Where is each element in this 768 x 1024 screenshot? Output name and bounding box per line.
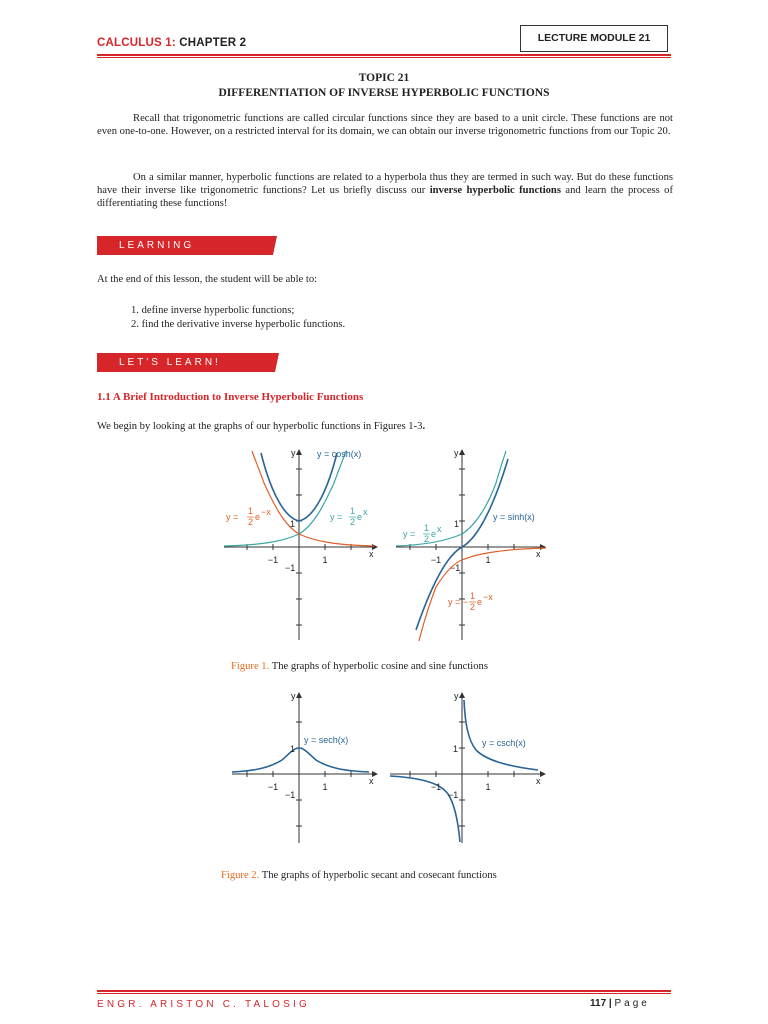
csch-curve-positive [464,700,538,770]
topic-title: DIFFERENTIATION OF INVERSE HYPERBOLIC FUNCTIONS [218,87,550,99]
y-axis-label-4: y [454,691,459,701]
x-tick-neg1-2: −1 [430,555,442,565]
footer-rule [97,990,671,992]
y-tick-1-4: 1 [453,744,459,754]
x-tick-1-3: 1 [322,782,328,792]
half-num-2: 1 [350,506,356,516]
csch-label: y = csch(x) [482,738,526,748]
half-num: 1 [248,506,254,516]
page-separator: | [608,998,612,1009]
sinh-neg-half-den: 2 [470,602,476,612]
page-word: Page [614,998,650,1009]
course-name: CALCULUS 1: [97,37,176,49]
topic-number: TOPIC 21 [358,72,410,84]
intro-p2-tail: and learn the process of differentiating these functions! [97,185,674,210]
sech-graph [224,688,384,848]
sinh-minus: − [463,597,469,607]
figures-lead-text: We begin by looking at the graphs of our hyperbolic functions in Figures 1-3 [97,421,423,432]
sinh-neg-prefix: y = [448,597,461,607]
x-axis-label-4: x [536,776,541,786]
y-tick-1: 1 [290,519,296,529]
half-e-neg-x-curve [252,451,374,546]
sinh-label: y = sinh(x) [493,512,535,522]
objective-item-2: 2. find the derivative inverse hyperbolic functions. [131,319,346,330]
x-tick-neg1-4: −1 [430,782,442,792]
y-tick-1-2: 1 [454,519,460,529]
half-e-x-curve [224,451,346,546]
sinh-half-den: 2 [424,534,430,544]
sinh-neg-e: e [477,597,483,607]
figure-1-text: The graphs of hyperbolic cosine and sine functions [271,661,488,672]
intro-p2-text: On a similar manner, hyperbolic functions are related to a hyperbola thus they are termed in such way. But do these functions have their inverse like trigonometric functions? Let us briefly discuss our [97,172,673,197]
y-tick-1-3: 1 [290,744,296,754]
sech-axes [232,692,378,843]
footer-author: ENGR. ARISTON C. TALOSIG [97,999,310,1010]
half-den-2: 2 [350,517,356,527]
cosh-graph [224,445,380,645]
sech-curve [232,748,369,772]
figure-1-caption [231,661,488,672]
figures-lead [97,421,425,432]
figure-2-label: Figure 2. [221,870,260,881]
x-axis-label-3: x [369,776,374,786]
figure-1-label: Figure 1. [231,661,270,672]
page-number: 117 [590,998,607,1009]
lets-learn-banner: LET'S LEARN! [97,353,271,372]
sinh-half-num: 1 [424,523,430,533]
sinh-e-symbol: e [431,529,437,539]
chapter-name: CHAPTER 2 [179,37,247,49]
header-rule [97,54,671,56]
y-axis-label-3: y [291,691,296,701]
footer-rule-thin [97,993,671,994]
sinh-neg-half-num: 1 [470,591,476,601]
e-symbol-2: e [357,512,363,522]
x-axis-label: x [369,549,374,559]
half-e-x-prefix: y = [330,512,343,522]
sinh-graph [396,445,556,645]
x-tick-neg1: −1 [267,555,279,565]
y-tick-neg1-4: −1 [448,790,459,800]
x-exponent: x [363,507,368,517]
intro-paragraph-2 [97,171,673,211]
csch-curve-negative [390,776,460,842]
learning-objectives-banner: LEARNING OBJECTIVES [97,236,269,255]
x-axis-label-2: x [536,549,541,559]
intro-p2-bold: inverse hyperbolic functions [429,185,561,197]
half-den: 2 [248,517,254,527]
figure-2-caption [221,870,497,881]
x-tick-neg1-3: −1 [267,782,279,792]
header-rule-thin [97,57,671,58]
sinh-x-exponent: x [437,524,442,534]
y-tick-neg1-2: −1 [450,563,461,573]
footer-page [590,998,650,1009]
figures-lead-period: . [422,421,426,432]
half-e-neg-x-prefix: y = [226,512,239,522]
csch-graph [386,688,552,848]
cosh-label: y = cosh(x) [317,449,362,459]
sinh-neg-x-exponent: −x [483,592,493,602]
module-box: LECTURE MODULE 21 [520,25,668,52]
sinh-half-e-x-prefix: y = [403,529,416,539]
header-course [97,37,246,49]
y-tick-neg1-3: −1 [285,790,296,800]
objectives-lead: At the end of this lesson, the student will be able to: [97,274,318,285]
x-tick-1-4: 1 [485,782,491,792]
neg-x-exponent: −x [261,507,271,517]
section-heading: 1.1 A Brief Introduction to Inverse Hyperbolic Functions [97,391,364,403]
y-tick-neg1: −1 [285,563,296,573]
x-tick-1-2: 1 [485,555,491,565]
y-axis-label-2: y [454,448,459,458]
sech-label: y = sech(x) [304,735,349,745]
x-tick-1: 1 [322,555,328,565]
y-axis-label: y [291,448,296,458]
objective-item-1: 1. define inverse hyperbolic functions; [131,305,295,316]
intro-paragraph-1: Recall that trigonometric functions are called circular functions since they are based to a unit circle. These functions are not even one-to-one. However, on a restricted interval for its domain, we can obtain our inverse trigonometric functions from our Topic 20. [97,113,673,138]
figure-2-text: The graphs of hyperbolic secant and cosecant functions [261,870,497,881]
e-symbol: e [255,512,261,522]
